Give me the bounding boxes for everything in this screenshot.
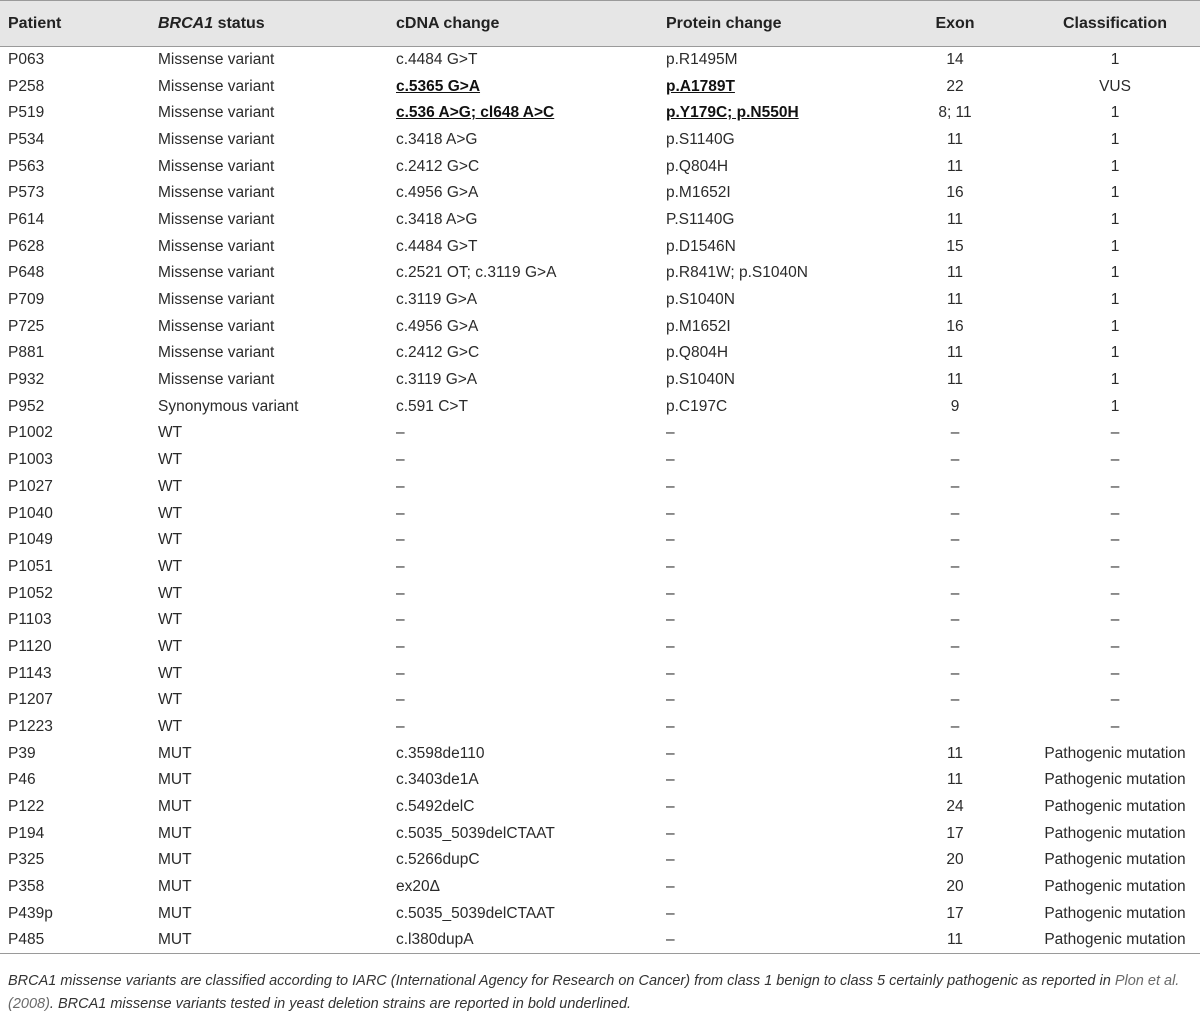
cell-protein-change: P.S1140G xyxy=(666,210,735,228)
cell-protein-change: – xyxy=(666,584,675,602)
cell-protein-change: p.S1040N xyxy=(666,291,735,309)
cell-status: MUT xyxy=(158,824,192,842)
cell-status: Missense variant xyxy=(158,77,275,95)
cell-patient: P932 xyxy=(8,371,45,389)
cell-classification: Pathogenic mutation xyxy=(1044,798,1186,816)
table-row xyxy=(0,367,1200,394)
cell-status: Missense variant xyxy=(158,317,275,335)
cell-exon: 11 xyxy=(946,291,964,309)
cell-classification: 1 xyxy=(1110,210,1120,228)
cell-exon: 11 xyxy=(946,931,964,949)
cell-exon: 20 xyxy=(946,851,964,869)
cell-classification: 1 xyxy=(1110,317,1120,335)
cell-cdna-change: c.5266dupC xyxy=(396,851,480,869)
cell-classification: 1 xyxy=(1110,237,1120,255)
cell-protein-change: – xyxy=(666,878,675,896)
cell-cdna-change: c.4956 G>A xyxy=(396,184,479,202)
cell-classification: – xyxy=(1110,424,1120,442)
cell-exon: 16 xyxy=(946,317,964,335)
cell-classification: – xyxy=(1110,451,1120,469)
table-row xyxy=(0,901,1200,928)
cell-status: Missense variant xyxy=(158,51,275,69)
cell-cdna-change: c.3418 A>G xyxy=(396,210,478,228)
cell-cdna-change: c.3119 G>A xyxy=(396,291,478,309)
cell-cdna-change: c.2412 G>C xyxy=(396,344,480,362)
cell-protein-change: p.M1652I xyxy=(666,184,731,202)
cell-patient: P628 xyxy=(8,237,45,255)
cell-exon: 22 xyxy=(946,77,964,95)
cell-status: WT xyxy=(158,584,183,602)
cell-classification: 1 xyxy=(1110,51,1120,69)
cell-classification: VUS xyxy=(1099,77,1131,95)
cell-protein-change: p.Q804H xyxy=(666,344,729,362)
table-row xyxy=(0,500,1200,527)
cell-protein-change: – xyxy=(666,531,675,549)
cell-patient: P648 xyxy=(8,264,45,282)
cell-status: WT xyxy=(158,664,183,682)
cell-cdna-change: c.3418 A>G xyxy=(396,130,478,148)
table-row xyxy=(0,634,1200,661)
footnote-text-1: BRCA1 missense variants are classified according to IARC (International Agency for Research on Cancer) from class 1 benign to class 5 certainly pathogenic as reported in xyxy=(8,973,1115,989)
cell-exon: 11 xyxy=(946,157,964,175)
cell-patient: P122 xyxy=(8,798,45,816)
cell-status: Missense variant xyxy=(158,104,275,122)
table-row xyxy=(0,660,1200,687)
cell-status: Missense variant xyxy=(158,184,275,202)
header-protein: Protein change xyxy=(666,14,782,32)
cell-status: MUT xyxy=(158,931,192,949)
cell-protein-change: – xyxy=(666,771,675,789)
cell-cdna-change: c.5035_5039delCTAAT xyxy=(396,904,555,922)
table-row xyxy=(0,447,1200,474)
header-cdna: cDNA change xyxy=(396,14,500,32)
cell-exon: – xyxy=(950,691,960,709)
cell-cdna-change: – xyxy=(396,691,405,709)
cell-classification: 1 xyxy=(1110,157,1120,175)
cell-protein-change: – xyxy=(666,904,675,922)
cell-patient: P39 xyxy=(8,744,36,762)
footnote-text-2: . BRCA1 missense variants tested in yeast deletion strains are reported in bold underlined. xyxy=(49,996,632,1012)
cell-classification: 1 xyxy=(1110,344,1120,362)
table-row xyxy=(0,474,1200,501)
cell-classification: – xyxy=(1110,477,1120,495)
cell-cdna-change: c.4484 G>T xyxy=(396,51,478,69)
cell-status: WT xyxy=(158,611,183,629)
cell-classification: 1 xyxy=(1110,104,1120,122)
header-classification: Classification xyxy=(1062,14,1168,32)
cell-classification: Pathogenic mutation xyxy=(1044,771,1186,789)
cell-patient: P325 xyxy=(8,851,45,869)
table-row xyxy=(0,794,1200,821)
cell-patient: P485 xyxy=(8,931,45,949)
table-row xyxy=(0,73,1200,100)
cell-status: WT xyxy=(158,477,183,495)
cell-exon: – xyxy=(950,718,960,736)
cell-cdna-change: – xyxy=(396,584,405,602)
cell-cdna-change: c.5035_5039delCTAAT xyxy=(396,824,555,842)
table-header-row xyxy=(0,1,1200,47)
table-row xyxy=(0,767,1200,794)
cell-status: Missense variant xyxy=(158,237,275,255)
cell-protein-change: – xyxy=(666,744,675,762)
cell-patient: P563 xyxy=(8,157,45,175)
table-row xyxy=(0,607,1200,634)
cell-protein-change: p.R841W; p.S1040N xyxy=(666,264,808,282)
cell-patient: P439p xyxy=(8,904,53,922)
cell-classification: 1 xyxy=(1110,397,1120,415)
table-row xyxy=(0,313,1200,340)
cell-classification: Pathogenic mutation xyxy=(1044,904,1186,922)
header-status-gene: BRCA1 xyxy=(158,14,214,32)
cell-patient: P1002 xyxy=(8,424,53,442)
cell-status: Missense variant xyxy=(158,371,275,389)
cell-exon: – xyxy=(950,611,960,629)
cell-status: MUT xyxy=(158,851,192,869)
cell-cdna-change: c.3403de1A xyxy=(396,771,479,789)
table-row xyxy=(0,207,1200,234)
cell-exon: – xyxy=(950,424,960,442)
cell-patient: P1223 xyxy=(8,718,53,736)
cell-exon: 20 xyxy=(946,878,964,896)
cell-status: WT xyxy=(158,637,183,655)
table-row xyxy=(0,287,1200,314)
table-row xyxy=(0,714,1200,741)
cell-exon: 16 xyxy=(946,184,964,202)
cell-protein-change: p.S1040N xyxy=(666,371,735,389)
cell-patient: P1003 xyxy=(8,451,53,469)
cell-exon: – xyxy=(950,451,960,469)
cell-exon: 24 xyxy=(946,798,964,816)
cell-exon: – xyxy=(950,504,960,522)
cell-protein-change: – xyxy=(666,931,675,949)
cell-classification: – xyxy=(1110,718,1120,736)
cell-classification: Pathogenic mutation xyxy=(1044,824,1186,842)
header-exon: Exon xyxy=(935,14,975,32)
cell-classification: 1 xyxy=(1110,264,1120,282)
cell-protein-change: p.C197C xyxy=(666,397,728,415)
cell-status: Synonymous variant xyxy=(158,397,299,415)
cell-classification: Pathogenic mutation xyxy=(1044,744,1186,762)
cell-cdna-change: – xyxy=(396,504,405,522)
cell-cdna-change: c.2412 G>C xyxy=(396,157,480,175)
cell-cdna-change: c.2521 OT; c.3119 G>A xyxy=(396,264,557,282)
cell-classification: – xyxy=(1110,611,1120,629)
cell-cdna-change: c.5492delC xyxy=(396,798,475,816)
cell-protein-change: – xyxy=(666,424,675,442)
table-row xyxy=(0,820,1200,847)
cell-cdna-change: ex20Δ xyxy=(396,878,440,896)
table-row xyxy=(0,393,1200,420)
cell-classification: 1 xyxy=(1110,130,1120,148)
table-row xyxy=(0,47,1200,74)
table-row xyxy=(0,874,1200,901)
cell-protein-change: p.Y179C; p.N550H xyxy=(666,104,799,122)
cell-protein-change: – xyxy=(666,637,675,655)
cell-classification: – xyxy=(1110,637,1120,655)
cell-patient: P1040 xyxy=(8,504,53,522)
cell-protein-change: – xyxy=(666,851,675,869)
cell-patient: P46 xyxy=(8,771,36,789)
cell-status: MUT xyxy=(158,744,192,762)
cell-protein-change: – xyxy=(666,691,675,709)
cell-cdna-change: – xyxy=(396,664,405,682)
table-row xyxy=(0,687,1200,714)
cell-patient: P573 xyxy=(8,184,45,202)
cell-protein-change: p.A1789T xyxy=(666,77,735,95)
cell-cdna-change: – xyxy=(396,477,405,495)
cell-exon: 11 xyxy=(946,371,964,389)
table-row xyxy=(0,580,1200,607)
cell-status: WT xyxy=(158,531,183,549)
cell-status: Missense variant xyxy=(158,210,275,228)
table-body xyxy=(0,47,1200,954)
cell-patient: P1051 xyxy=(8,557,53,575)
cell-protein-change: p.D1546N xyxy=(666,237,736,255)
cell-protein-change: – xyxy=(666,664,675,682)
cell-protein-change: – xyxy=(666,798,675,816)
cell-patient: P194 xyxy=(8,824,45,842)
cell-cdna-change: – xyxy=(396,424,405,442)
cell-status: WT xyxy=(158,451,183,469)
cell-patient: P258 xyxy=(8,77,45,95)
table-row xyxy=(0,420,1200,447)
cell-patient: P881 xyxy=(8,344,45,362)
header-status xyxy=(150,1,388,47)
cell-exon: 9 xyxy=(950,397,960,415)
cell-patient: P614 xyxy=(8,210,45,228)
cell-classification: Pathogenic mutation xyxy=(1044,851,1186,869)
cell-cdna-change: c.l380dupA xyxy=(396,931,474,949)
cell-protein-change: p.S1140G xyxy=(666,130,735,148)
cell-protein-change: – xyxy=(666,451,675,469)
table-row xyxy=(0,233,1200,260)
cell-exon: 11 xyxy=(946,210,964,228)
table-row xyxy=(0,847,1200,874)
table-footnote xyxy=(8,970,1194,1016)
cell-cdna-change: c.4484 G>T xyxy=(396,237,478,255)
cell-patient: P1103 xyxy=(8,611,52,629)
cell-cdna-change: c.3119 G>A xyxy=(396,371,478,389)
cell-classification: 1 xyxy=(1110,371,1120,389)
cell-exon: – xyxy=(950,557,960,575)
cell-classification: – xyxy=(1110,691,1120,709)
cell-patient: P1120 xyxy=(8,637,52,655)
table-row xyxy=(0,153,1200,180)
cell-exon: 11 xyxy=(946,771,964,789)
cell-patient: P1052 xyxy=(8,584,53,602)
cell-cdna-change: – xyxy=(396,611,405,629)
cell-status: WT xyxy=(158,691,183,709)
cell-protein-change: p.R1495M xyxy=(666,51,738,69)
cell-patient: P063 xyxy=(8,51,45,69)
cell-cdna-change: c.591 C>T xyxy=(396,397,468,415)
cell-cdna-change: c.5365 G>A xyxy=(396,77,481,95)
header-patient: Patient xyxy=(8,14,62,32)
cell-exon: – xyxy=(950,477,960,495)
cell-status: MUT xyxy=(158,904,192,922)
cell-exon: 11 xyxy=(946,744,964,762)
cell-exon: – xyxy=(950,664,960,682)
cell-classification: 1 xyxy=(1110,291,1120,309)
cell-protein-change: – xyxy=(666,557,675,575)
cell-status: WT xyxy=(158,504,183,522)
cell-classification: 1 xyxy=(1110,184,1120,202)
cell-exon: 11 xyxy=(946,344,964,362)
cell-classification: Pathogenic mutation xyxy=(1044,931,1186,949)
cell-cdna-change: c.3598de110 xyxy=(396,744,485,762)
cell-patient: P1027 xyxy=(8,477,53,495)
cell-classification: – xyxy=(1110,584,1120,602)
table-row xyxy=(0,127,1200,154)
cell-patient: P952 xyxy=(8,397,45,415)
table-row xyxy=(0,554,1200,581)
cell-status: MUT xyxy=(158,798,192,816)
cell-cdna-change: – xyxy=(396,531,405,549)
cell-classification: – xyxy=(1110,664,1120,682)
cell-classification: – xyxy=(1110,504,1120,522)
cell-protein-change: p.Q804H xyxy=(666,157,729,175)
cell-protein-change: p.M1652I xyxy=(666,317,731,335)
cell-exon: – xyxy=(950,637,960,655)
cell-patient: P1207 xyxy=(8,691,53,709)
header-status-suffix: status xyxy=(213,14,265,32)
cell-cdna-change: c.536 A>G; cl648 A>C xyxy=(396,104,555,122)
cell-patient: P1049 xyxy=(8,531,53,549)
cell-exon: – xyxy=(950,531,960,549)
cell-cdna-change: – xyxy=(396,637,405,655)
cell-exon: 17 xyxy=(946,824,964,842)
cell-patient: P725 xyxy=(8,317,45,335)
cell-status: Missense variant xyxy=(158,157,275,175)
cell-status: WT xyxy=(158,424,183,442)
cell-exon: – xyxy=(950,584,960,602)
cell-exon: 14 xyxy=(946,51,964,69)
cell-protein-change: – xyxy=(666,824,675,842)
cell-patient: P358 xyxy=(8,878,45,896)
table-row xyxy=(0,180,1200,207)
cell-exon: 8; 11 xyxy=(938,104,972,122)
table-row xyxy=(0,527,1200,554)
cell-status: Missense variant xyxy=(158,130,275,148)
cell-patient: P519 xyxy=(8,104,45,122)
cell-cdna-change: c.4956 G>A xyxy=(396,317,479,335)
cell-status: MUT xyxy=(158,771,192,789)
cell-exon: 11 xyxy=(946,130,964,148)
cell-exon: 17 xyxy=(946,904,964,922)
cell-status: WT xyxy=(158,718,183,736)
cell-classification: – xyxy=(1110,557,1120,575)
cell-patient: P534 xyxy=(8,130,45,148)
cell-status: Missense variant xyxy=(158,344,275,362)
cell-cdna-change: – xyxy=(396,557,405,575)
table-row xyxy=(0,740,1200,767)
cell-cdna-change: – xyxy=(396,718,405,736)
cell-protein-change: – xyxy=(666,477,675,495)
cell-exon: 15 xyxy=(946,237,964,255)
footnote-reference-link[interactable]: Plon et al. (2008) xyxy=(8,973,1180,1012)
cell-patient: P709 xyxy=(8,291,45,309)
cell-exon: 11 xyxy=(946,264,964,282)
cell-status: MUT xyxy=(158,878,192,896)
table-row xyxy=(0,100,1200,127)
cell-classification: Pathogenic mutation xyxy=(1044,878,1186,896)
table-row xyxy=(0,927,1200,954)
table-row xyxy=(0,260,1200,287)
table-row xyxy=(0,340,1200,367)
cell-status: WT xyxy=(158,557,183,575)
cell-status: Missense variant xyxy=(158,291,275,309)
cell-protein-change: – xyxy=(666,611,675,629)
cell-classification: – xyxy=(1110,531,1120,549)
cell-protein-change: – xyxy=(666,718,675,736)
cell-status: Missense variant xyxy=(158,264,275,282)
cell-patient: P1143 xyxy=(8,664,52,682)
cell-protein-change: – xyxy=(666,504,675,522)
cell-cdna-change: – xyxy=(396,451,405,469)
